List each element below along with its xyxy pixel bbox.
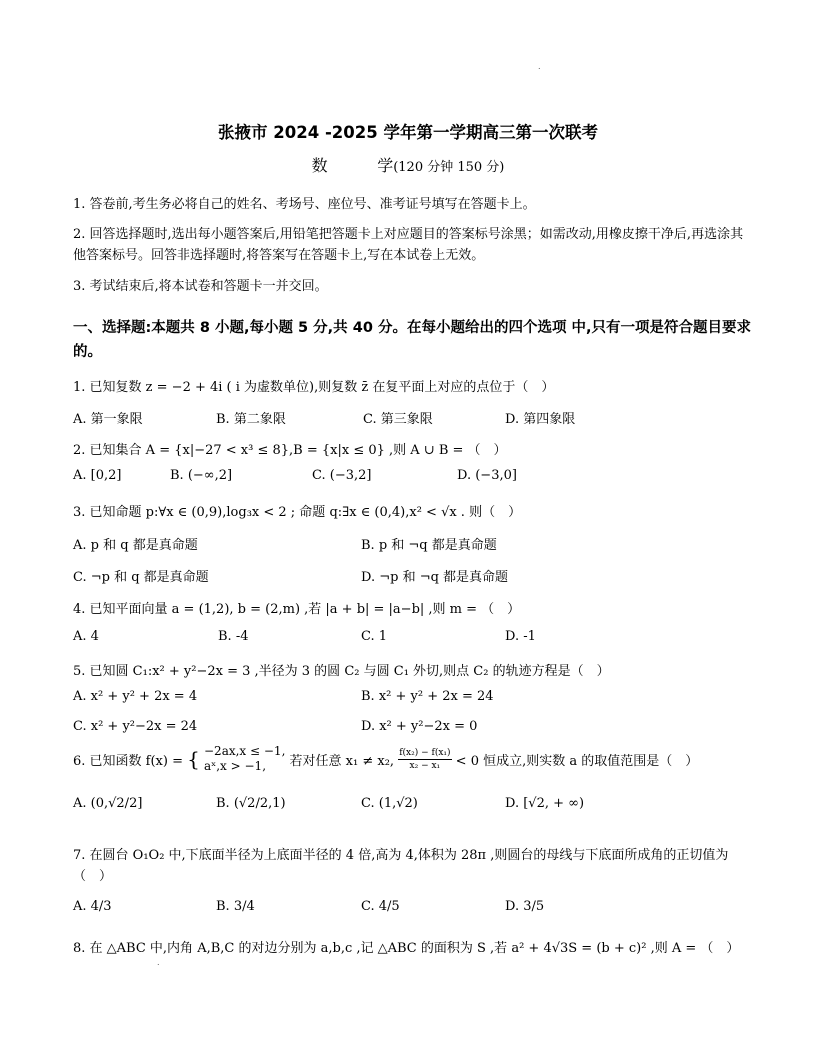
q7-option-d: D. 3/5 [505, 899, 545, 914]
q5-option-b: B. x² + y² + 2x = 24 [361, 689, 494, 704]
note-2: 2. 回答选择题时,选出每小题答案后,用铅笔把答题卡上对应题目的答案标号涂黑；如需改动,用橡皮擦干净后,再选涂其他答案标号。回答非选择题时,将答案写在答题卡上,写在本试卷上无效。 [73, 227, 744, 263]
question-7-stem: 7. 在圆台 O₁O₂ 中,下底面半径为上底面半径的 4 倍,高为 4,体积为 28π ,则圆台的母线与下底面所成角的正切值为（ ） [73, 848, 729, 884]
q6-option-c: C. (1,√2) [361, 796, 418, 811]
q6-option-a: A. (0,√2/2] [73, 796, 143, 811]
q6-option-b: B. (√2/2,1) [216, 796, 286, 811]
section-heading: 一、选择题:本题共 8 小题,每小题 5 分,共 40 分。在每小题给出的四个选项 中,只有一项是符合题目要求的。 [73, 320, 752, 360]
q4-option-b: B. -4 [218, 629, 249, 644]
question-6-stem [73, 744, 698, 778]
question-1-stem: 1. 已知复数 z = −2 + 4i ( i 为虚数单位),则复数 z̄ 在复平面上对应的点位于（ ） [73, 380, 555, 395]
piecewise-cases [204, 744, 285, 774]
q1-option-d: D. 第四象限 [505, 412, 576, 427]
q5-option-d: D. x² + y²−2x = 0 [361, 719, 478, 734]
q2-option-a: A. [0,2] [73, 468, 122, 483]
q2-option-d: D. (−3,0] [457, 468, 517, 483]
q2-option-b: B. (−∞,2] [170, 468, 233, 483]
q6-stem-mid: 若对任意 x₁ ≠ x₂, [289, 753, 395, 769]
q3-option-d: D. ¬p 和 ¬q 都是真命题 [361, 570, 509, 585]
q2-option-c: C. (−3,2] [312, 468, 372, 483]
q6-option-d: D. [√2, + ∞) [505, 796, 585, 811]
subject-char-1: 数 [311, 156, 328, 175]
q1-option-b: B. 第二象限 [216, 412, 286, 427]
q7-option-c: C. 4/5 [361, 899, 400, 914]
piecewise-brace: { [187, 747, 200, 771]
note-1: 1. 答卷前,考生务必将自己的姓名、考场号、座位号、准考证号填写在答题卡上。 [73, 197, 536, 212]
subject-char-2: 学 [377, 156, 394, 175]
q4-option-d: D. -1 [505, 629, 536, 644]
q7-option-a: A. 4/3 [73, 899, 112, 914]
note-3: 3. 考试结束后,将本试卷和答题卡一并交回。 [73, 279, 328, 294]
q7-option-b: B. 3/4 [216, 899, 255, 914]
q4-option-c: C. 1 [361, 629, 388, 644]
q3-option-b: B. p 和 ¬q 都是真命题 [361, 538, 497, 553]
exam-title: 张掖市 2024 -2025 学年第一学期高三第一次联考 [218, 123, 598, 142]
q1-option-a: A. 第一象限 [73, 412, 143, 427]
piecewise-case-2: aˣ,x > −1, [204, 759, 267, 773]
q6-stem-prefix: 6. 已知函数 f(x) = [73, 753, 183, 769]
question-2-stem: 2. 已知集合 A = {x|−27 < x³ ≤ 8},B = {x|x ≤ 0} ,则 A ∪ B = （ ） [73, 443, 507, 458]
question-5-stem: 5. 已知圆 C₁:x² + y²−2x = 3 ,半径为 3 的圆 C₂ 与圆 C₁ 外切,则点 C₂ 的轨迹方程是（ ） [73, 664, 610, 679]
q1-option-c: C. 第三象限 [363, 412, 433, 427]
q5-option-c: C. x² + y²−2x = 24 [73, 719, 198, 734]
q6-stem-suffix: < 0 恒成立,则实数 a 的取值范围是（ ） [455, 753, 699, 769]
question-3-stem: 3. 已知命题 p:∀x ∈ (0,9),log₃x < 2 ; 命题 q:∃x ∈ (0,4),x² < √x . 则（ ） [73, 505, 522, 520]
exam-subtitle [0, 153, 816, 176]
q3-option-c: C. ¬p 和 q 都是真命题 [73, 570, 209, 585]
fraction-denominator: x₂ − x₁ [409, 760, 441, 771]
fraction-numerator: f(x₂) − f(x₁) [399, 747, 451, 758]
q4-option-a: A. 4 [73, 629, 99, 644]
time-and-score: (120 分钟 150 分) [393, 160, 505, 175]
q5-option-a: A. x² + y² + 2x = 4 [73, 689, 198, 704]
question-4-stem: 4. 已知平面向量 a = (1,2), b = (2,m) ,若 |a + b| = |a−b| ,则 m = （ ） [73, 602, 521, 617]
piecewise-case-1: −2ax,x ≤ −1, [204, 744, 286, 758]
question-8-stem: 8. 在 △ABC 中,内角 A,B,C 的对边分别为 a,b,c ,记 △ABC 的面积为 S ,若 a² + 4√3S = (b + c)² ,则 A = （ ） [73, 941, 740, 956]
q3-option-a: A. p 和 q 都是真命题 [73, 538, 198, 553]
scan-dot: . [538, 62, 541, 71]
difference-quotient [398, 747, 451, 772]
scan-dot: . [157, 958, 160, 967]
